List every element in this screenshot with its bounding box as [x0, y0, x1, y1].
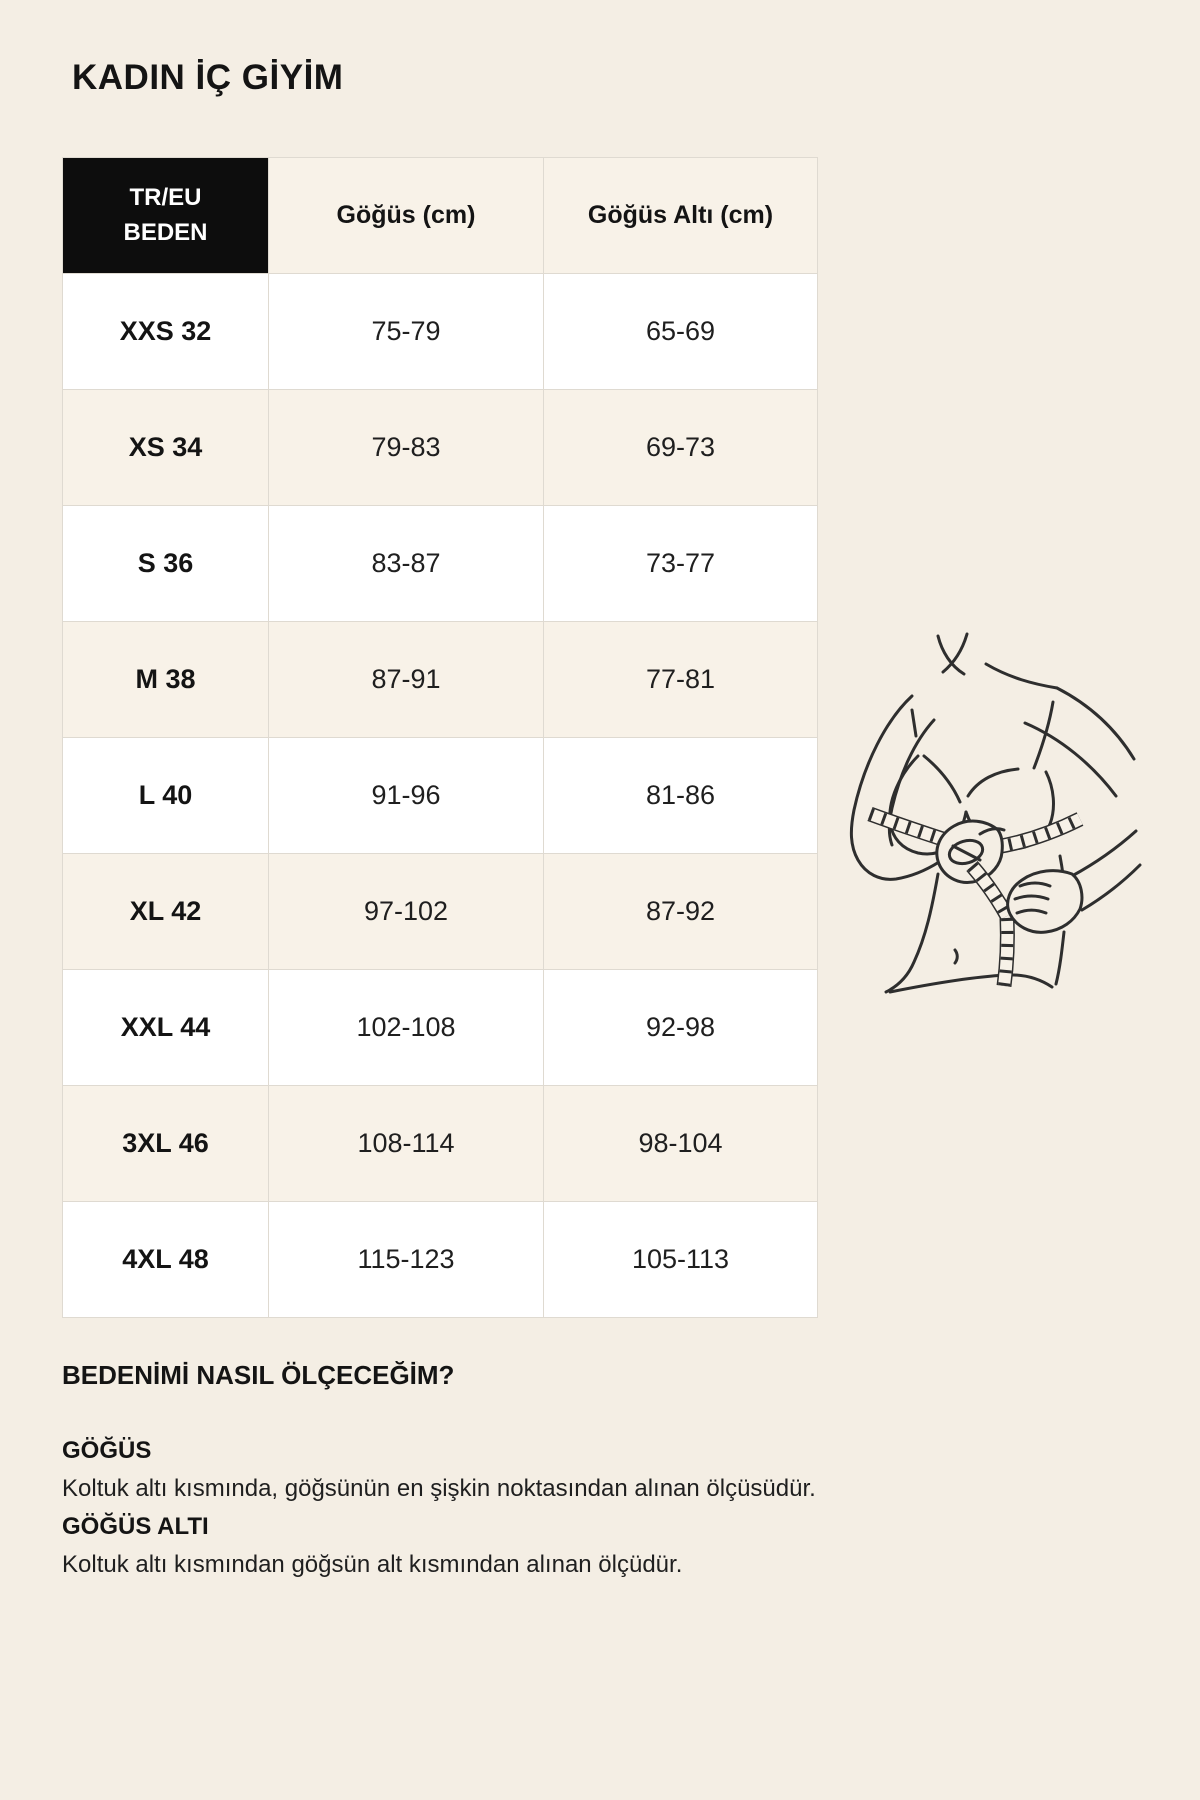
- chest-section-text: Koltuk altı kısmında, göğsünün en şişkin noktasından alınan ölçüsüdür.: [62, 1475, 816, 1502]
- size-cell: L 40: [63, 738, 269, 854]
- underbust-cell: 92-98: [544, 970, 818, 1086]
- size-table-header: [63, 158, 818, 274]
- size-table-row: [63, 390, 818, 506]
- underbust-cell: 73-77: [544, 506, 818, 622]
- size-table-row: [63, 738, 818, 854]
- size-cell: 3XL 46: [63, 1086, 269, 1202]
- size-table: [62, 157, 818, 1318]
- size-table-row: [63, 854, 818, 970]
- underbust-section-title: GÖĞÜS ALTI: [62, 1512, 209, 1540]
- underbust-cell: 65-69: [544, 274, 818, 390]
- measuring-tape-band-right: [996, 819, 1080, 847]
- chest-cell: 75-79: [269, 274, 544, 390]
- size-table-row: [63, 970, 818, 1086]
- size-table-row: [63, 274, 818, 390]
- size-table-body: [63, 274, 818, 1318]
- size-column-header-line2: BEDEN: [123, 218, 208, 246]
- measure-guide: [62, 1360, 1012, 1588]
- size-table-row: [63, 506, 818, 622]
- measuring-tape-tail: [1004, 918, 1007, 986]
- chest-cell: 91-96: [269, 738, 544, 854]
- underbust-cell: 87-92: [544, 854, 818, 970]
- size-column-header: [63, 158, 269, 274]
- chest-cell: 87-91: [269, 622, 544, 738]
- size-cell: XL 42: [63, 854, 269, 970]
- underbust-cell: 77-81: [544, 622, 818, 738]
- size-table-row: [63, 622, 818, 738]
- chest-cell: 102-108: [269, 970, 544, 1086]
- chest-cell: 97-102: [269, 854, 544, 970]
- chest-cell: 83-87: [269, 506, 544, 622]
- size-cell: XS 34: [63, 390, 269, 506]
- size-cell: XXL 44: [63, 970, 269, 1086]
- size-cell: M 38: [63, 622, 269, 738]
- size-table-row: [63, 1086, 818, 1202]
- size-column-header-line1: TR/EU: [129, 183, 202, 211]
- size-cell: 4XL 48: [63, 1202, 269, 1318]
- size-cell: XXS 32: [63, 274, 269, 390]
- chest-cell: 79-83: [269, 390, 544, 506]
- measure-guide-heading: BEDENİMİ NASIL ÖLÇECEĞİM?: [62, 1360, 455, 1390]
- underbust-cell: 98-104: [544, 1086, 818, 1202]
- size-table-row: [63, 1202, 818, 1318]
- underbust-section-text: Koltuk altı kısmından göğsün alt kısmından alınan ölçüdür.: [62, 1550, 683, 1578]
- underbust-cell: 105-113: [544, 1202, 818, 1318]
- chest-cell: 108-114: [269, 1086, 544, 1202]
- underbust-cell: 69-73: [544, 390, 818, 506]
- chest-section-title: GÖĞÜS: [62, 1437, 152, 1464]
- underbust-column-header: Göğüs Altı (cm): [544, 158, 818, 274]
- underbust-cell: 81-86: [544, 738, 818, 854]
- chest-column-header: Göğüs (cm): [269, 158, 544, 274]
- bust-measurement-illustration: [820, 624, 1144, 1000]
- size-cell: S 36: [63, 506, 269, 622]
- page-title: KADIN İÇ GİYİM: [72, 58, 344, 97]
- chest-cell: 115-123: [269, 1202, 544, 1318]
